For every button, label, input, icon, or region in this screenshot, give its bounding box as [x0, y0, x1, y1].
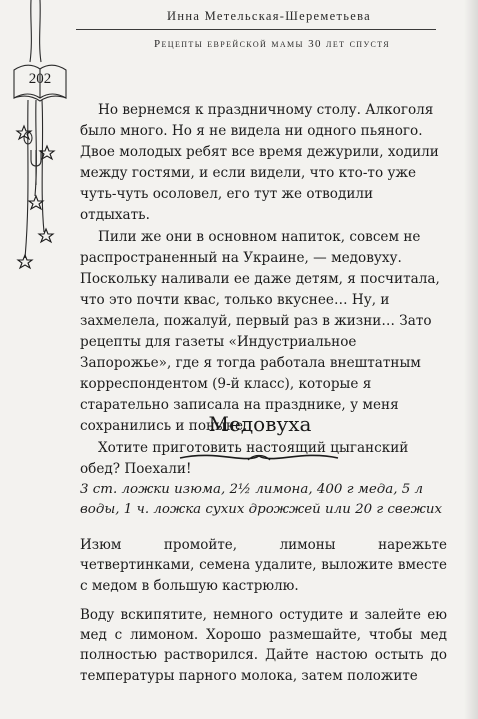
- recipe-steps: [80, 535, 447, 695]
- recipe-title: Медовуха: [208, 412, 312, 436]
- header-rule: [76, 29, 436, 30]
- page-number: 202: [28, 71, 52, 87]
- string-right: [40, 0, 41, 62]
- running-header-author: Инна Метельская-Шереметьева: [167, 9, 371, 23]
- recipe-step: Изюм промойте, лимоны нарежьте четвертинками, семена удалите, выложите вместе с медом в большую кастрюлю.: [80, 537, 447, 594]
- ingredients-text: 3 ст. ложки изюма, 2½ лимона, 400 г меда, 5 л воды, 1 ч. ложка сухих дрожжей или 20 г свежих: [80, 482, 443, 517]
- string-left: [30, 0, 31, 62]
- recipe-ingredients: [80, 480, 452, 520]
- star-icon: [39, 229, 53, 242]
- fork-icon: [31, 150, 41, 185]
- hanging-decoration: [0, 0, 80, 290]
- recipe-step: Воду вскипятите, немного остудите и залейте ею мед с лимоном. Хорошо размешайте, чтобы мед полностью растворился. Дайте настою остыть до температуры парного молока, затем положите: [80, 606, 447, 684]
- title-ornament: [176, 448, 342, 468]
- paragraph: Хотите приготовить настоящий цыганский обед? Поехали!: [80, 439, 409, 477]
- star-icon: [29, 196, 43, 209]
- running-header-book-title: Рецепты еврейской мамы 30 лет спустя: [153, 38, 391, 50]
- paragraph: Пили же они в основном напиток, совсем не распространенный на Украине, — медовуху. Поскольку наливали ее даже детям, я посчитала, что это почти квас, только вкуснее… Ну, и захмелела, пожалуй, первый раз в жизни… Зато рецепты для газеты «Индустриальное Запорожье», где я тогда работала внештатным корреспондентом (9-й класс), которые я старательно записала на празднике, у меня сохранились и поныне.: [80, 228, 440, 435]
- paragraph: Но вернемся к праздничному столу. Алкоголя было много. Но я не видела ни одного пьяного. Двое молодых ребят все время дежурили, ходили между гостями, и если видели, что кто-то уже чуть-чуть осоловел, его тут же отводили отдыхать.: [80, 102, 439, 224]
